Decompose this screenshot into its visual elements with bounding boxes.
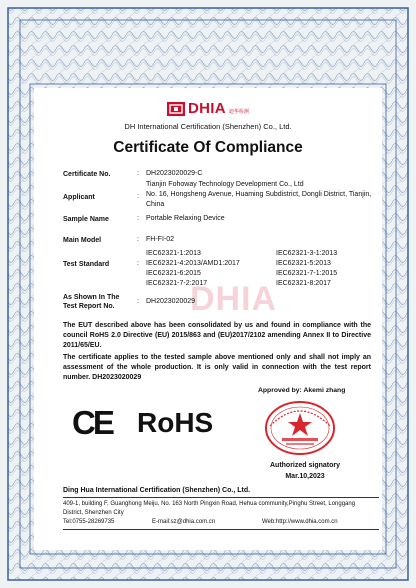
- field-label-test-standard: Test Standard: [63, 261, 110, 268]
- field-label-main-model: Main Model: [63, 237, 102, 244]
- standard-item: IEC62321-6:2015: [146, 270, 201, 277]
- standard-item: IEC62321-5:2013: [276, 260, 331, 267]
- certificate-title: Certificate Of Compliance: [113, 139, 303, 156]
- standard-item: IEC62321-1:2013: [146, 250, 201, 257]
- footer-email: E-mail:sz@dhia.com.cn: [152, 519, 216, 525]
- field-value-main-model: FH-FI-02: [146, 236, 174, 243]
- standard-item: IEC62321-7-2:2017: [146, 280, 208, 287]
- footer-divider: [63, 497, 379, 498]
- ce-mark: CE: [72, 404, 112, 441]
- standards-right-column: [276, 249, 337, 289]
- field-label-applicant: Applicant: [63, 194, 95, 201]
- red-company-seal-icon: [262, 398, 338, 458]
- field-colon: :: [137, 215, 139, 222]
- footer-tel: Tel:0755-28269735: [63, 519, 115, 525]
- field-value-applicant: Tianjin Fohoway Technology Development Co., Ltd No. 16, Hongsheng Avenue, Huaming Subdistrict, Dongli District, Tianjin, China: [146, 181, 372, 208]
- field-colon: :: [137, 260, 139, 267]
- standard-item: IEC62321-8:2017: [276, 280, 331, 287]
- dhia-watermark: DHIA: [190, 280, 278, 318]
- logo-subtext: 迪华检测: [228, 109, 249, 115]
- authorized-signatory: Authorized signatory: [269, 462, 340, 469]
- standard-item: IEC62321-7-1:2015: [276, 270, 338, 277]
- signature-date: Mar.10,2023: [285, 473, 325, 480]
- field-colon: :: [137, 298, 139, 305]
- field-colon: :: [137, 170, 139, 177]
- footer-address: 409-1, building F, Guanghong Meiju, No. 163 North Pingxin Road, Hehua community,Pinghu Street, Longgang District, Shenzhen City: [63, 501, 356, 516]
- standards-left-column: [146, 249, 240, 289]
- field-label-sample-name: Sample Name: [63, 216, 109, 223]
- standard-item: IEC62321-3-1:2013: [276, 250, 338, 257]
- field-label-certificate-no: Certificate No.: [63, 171, 111, 178]
- certificate-body: [34, 88, 382, 550]
- standard-item: IEC62321-4:2013/AMD1:2017: [146, 260, 240, 267]
- field-value-test-report: DH2023020029: [146, 298, 196, 305]
- dhia-logo-mark-icon: [167, 102, 185, 116]
- rohs-mark: RoHS: [137, 407, 214, 438]
- field-label-test-report: As Shown In The Test Report No.: [63, 294, 120, 310]
- field-value-sample-name: Portable Relaxing Device: [146, 215, 225, 222]
- scope-statement: The certificate applies to the tested sample above mentioned only and shall not imply an assessment of the whole production. It is only valid in connection with the test report number. DH2023020029: [63, 354, 371, 381]
- compliance-statement: The EUT described above has been consolidated by us and found in compliance with the council RoHS 2.0 Directive (EU) 2015/863 and (EU)2017/2102 amending Annex II to Directive 2011/65/EU.: [63, 322, 371, 349]
- footer-web: Web:http://www.dhia.com.cn: [262, 519, 338, 525]
- field-colon: :: [137, 236, 139, 243]
- dhia-logo: [0, 100, 416, 117]
- logo-text: DHIA: [188, 100, 226, 117]
- issuer-name: DH International Certification (Shenzhen) Co., Ltd.: [124, 122, 292, 131]
- footer-divider: [63, 529, 379, 530]
- footer-company: Ding Hua International Certification (Shenzhen) Co., Ltd.: [63, 487, 251, 494]
- approved-by: Approved by: Akemi zhang: [258, 387, 346, 394]
- field-colon: :: [137, 193, 139, 200]
- field-value-certificate-no: DH2023020029-C: [146, 170, 203, 177]
